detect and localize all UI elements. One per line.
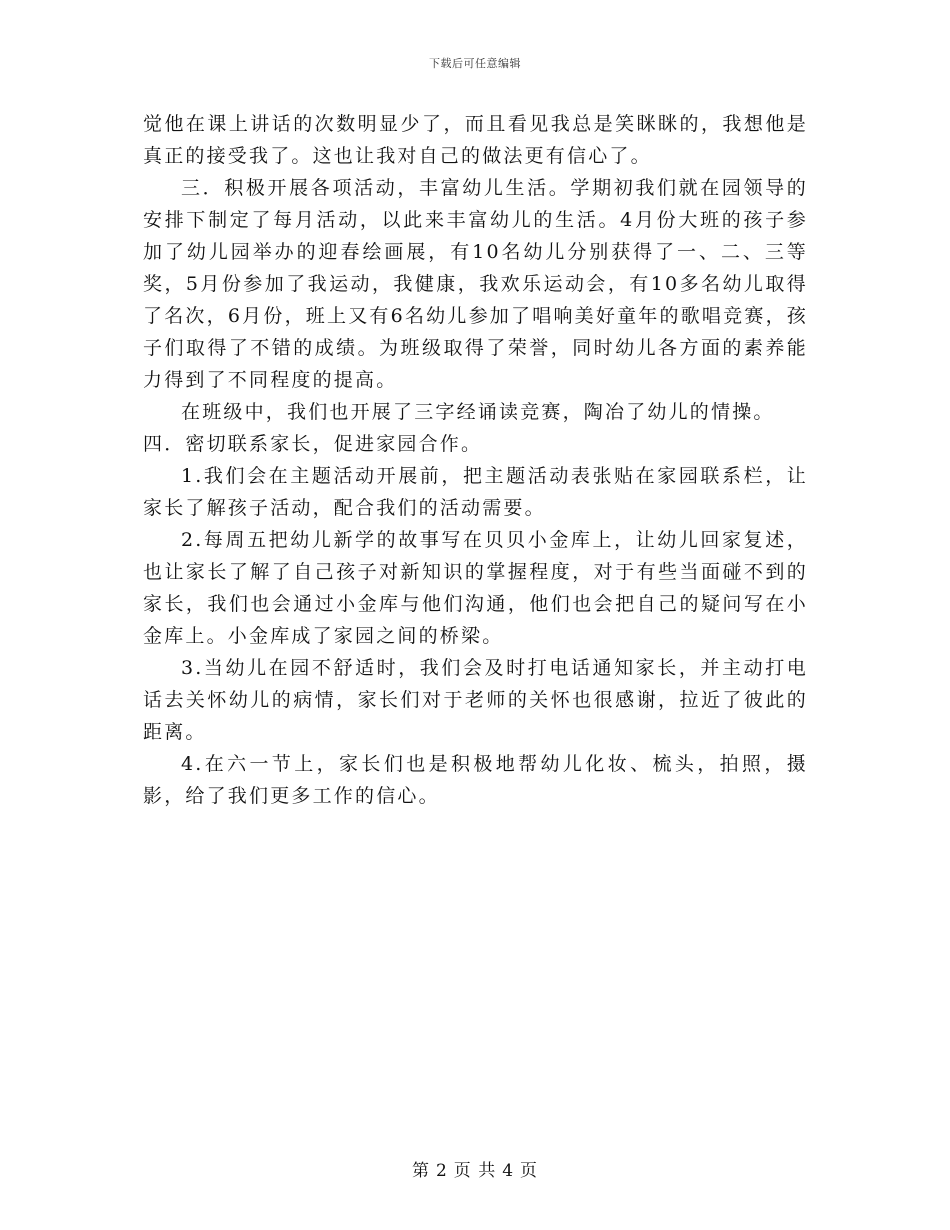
- document-body: [143, 108, 808, 812]
- paragraph-7: 3.当幼儿在园不舒适时，我们会及时打电话通知家长，并主动打电话去关怀幼儿的病情，家长们对于老师的关怀也很感谢，拉近了彼此的距离。: [143, 657, 808, 743]
- paragraph-1: 觉他在课上讲话的次数明显少了，而且看见我总是笑眯眯的，我想他是真正的接受我了。这也让我对自己的做法更有信心了。: [143, 113, 808, 167]
- footer-prefix: 第: [411, 1161, 430, 1181]
- paragraph-6: 2.每周五把幼儿新学的故事写在贝贝小金库上，让幼儿回家复述，也让家长了解了自己孩子对新知识的掌握程度，对于有些当面碰不到的家长，我们也会通过小金库与他们沟通，他们也会把自己的疑问写在小金库上。小金库成了家园之间的桥梁。: [143, 529, 808, 647]
- page-header: 下载后可任意编辑: [429, 57, 521, 70]
- paragraph-5: 1.我们会在主题活动开展前，把主题活动表张贴在家园联系栏，让家长了解孩子活动，配合我们的活动需要。: [143, 465, 808, 519]
- footer-suffix: 页: [520, 1161, 539, 1181]
- paragraph-2: 三．积极开展各项活动，丰富幼儿生活。学期初我们就在园领导的安排下制定了每月活动，以此来丰富幼儿的生活。4月份大班的孩子参加了幼儿园举办的迎春绘画展，有10名幼儿分别获得了一、二、三等奖，5月份参加了我运动，我健康，我欢乐运动会，有10多名幼儿取得了名次，6月份，班上又有6名幼儿参加了唱响美好童年的歌唱竞赛，孩子们取得了不错的成绩。为班级取得了荣誉，同时幼儿各方面的素养能力得到了不同程度的提高。: [143, 177, 808, 391]
- total-page-number: 4: [502, 1161, 515, 1181]
- page-footer: [0, 1156, 950, 1181]
- paragraph-4-heading: 四．密切联系家长，促进家园合作。: [143, 433, 483, 455]
- paragraph-3: 在班级中，我们也开展了三字经诵读竞赛，陶冶了幼儿的情操。: [181, 401, 775, 423]
- current-page-number: 2: [435, 1161, 448, 1181]
- footer-middle: 页 共: [453, 1161, 497, 1181]
- paragraph-8: 4.在六一节上，家长们也是积极地帮幼儿化妆、梳头，拍照，摄影，给了我们更多工作的信心。: [143, 753, 808, 807]
